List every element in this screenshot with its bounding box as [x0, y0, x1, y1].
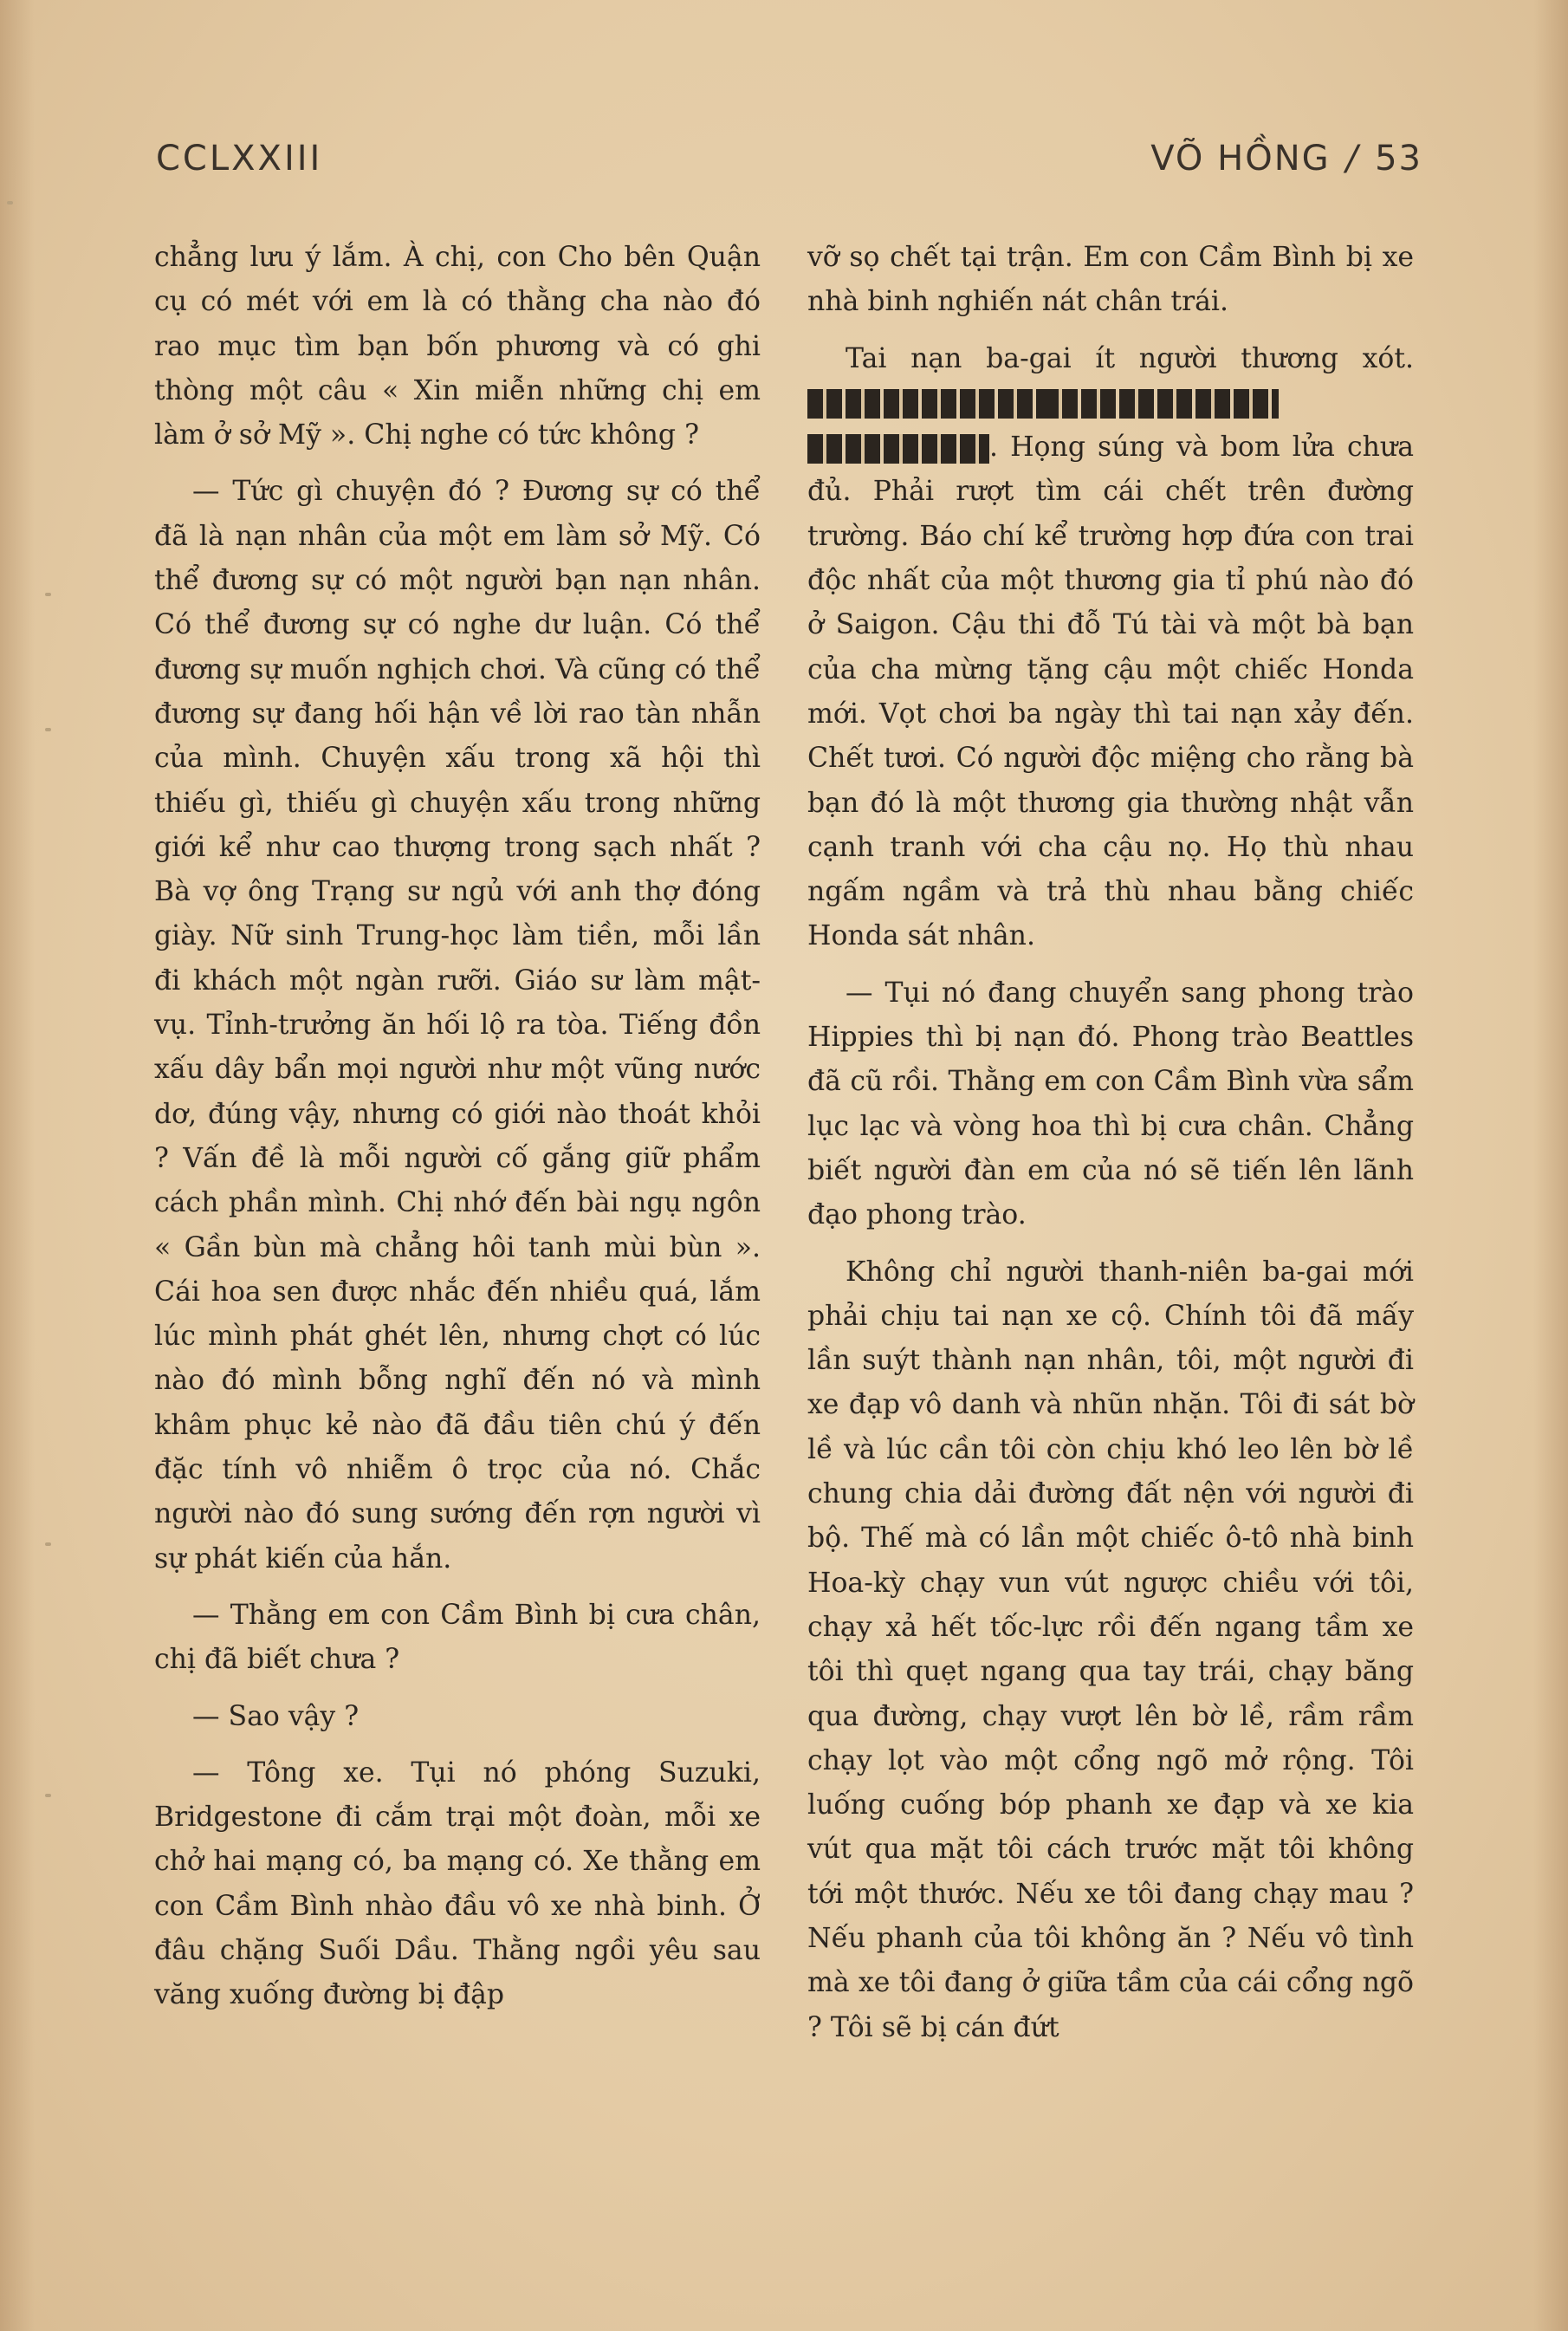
- paragraph: — Thằng em con Cầm Bình bị cưa chân, chị đã biết chưa ?: [154, 1599, 761, 1676]
- text-run: . Họng súng và bom lửa chưa đủ. Phải rượt tìm cái chết trên đường trường. Báo chí kể trường hợp đứa con trai độc nhất của một thương gia tỉ phú nào đó ở Saigon. Cậu thi đỗ Tú tài và một bà bạn của cha mừng tặng cậu một chiếc Honda mới. Vọt chơi ba ngày thì tai nạn xảy đến. Chết tươi. Có người độc miệng cho rằng bà bạn đó là một thương gia thường nhật vẫn cạnh tranh với cha cậu nọ. Họ thù nhau ngấm ngầm và trả thù nhau bằng chiếc Honda sát nhân.: [807, 432, 1414, 952]
- header-separator: /: [1345, 139, 1360, 179]
- paragraph: — Sao vậy ?: [192, 1700, 360, 1732]
- text-run: Tai nạn ba-gai ít người thương xót.: [846, 342, 1414, 374]
- binding-mark: [45, 1542, 51, 1546]
- censored-block: [807, 434, 989, 464]
- censored-block: [1043, 389, 1279, 419]
- paragraph: chẳng lưu ý lắm. À chị, con Cho bên Quận cụ có mét với em là có thằng cha nào đó rao mục tìm bạn bốn phương và có ghi thòng một câu « Xin miễn những chị em làm ở sở Mỹ ». Chị nghe có tức không ?: [154, 242, 761, 451]
- censored-block: [807, 389, 1043, 419]
- binding-mark: [45, 593, 51, 596]
- paragraph: Không chỉ người thanh-niên ba-gai mới phải chịu tai nạn xe cộ. Chính tôi đã mấy lần suýt thành nạn nhân, tôi, một người đi xe đạp vô danh và nhũn nhặn. Tôi đi sát bờ lề và lúc cần tôi còn chịu khó leo lên bờ lề chung chia dải đường đất nện với người đi bộ. Thế mà có lần một chiếc ô-tô nhà binh Hoa-kỳ chạy vun vút ngược chiều với tôi, chạy xả hết tốc-lực rồi đến ngang tầm xe tôi thì quẹt ngang qua tay trái, chạy băng qua đường, chạy vượt lên bờ lề, rầm rầm chạy lọt vào một cổng ngõ mở rộng. Tôi luống cuống bóp phanh xe đạp và xe kia vút qua mặt tôi cách trước mặt tôi không tới một thước. Nếu xe tôi đang chạy mau ? Nếu phanh của tôi không ăn ? Nếu vô tình mà xe tôi đang ở giữa tầm của cái cổng ngõ ? Tôi sẽ bị cán đứt: [807, 1256, 1414, 2043]
- running-header-left: CCLXXIII: [156, 139, 323, 179]
- author-name: VÕ HỒNG: [1150, 139, 1331, 179]
- running-header-right: [1150, 139, 1422, 179]
- left-page-edge: [0, 0, 35, 2331]
- binding-mark: [45, 1794, 51, 1797]
- paragraph: — Tức gì chuyện đó ? Đương sự có thể đã là nạn nhân của một em làm sở Mỹ. Có thể đương sự có một người bạn nạn nhân. Có thể đương sự có nghe dư luận. Có thể đương sự muốn nghịch chơi. Và cũng có thể đương sự đang hối hận về lời rao tàn nhẫn của mình. Chuyện xấu trong xã hội thì thiếu gì, thiếu gì chuyện xấu trong những giới kể như cao thượng trong sạch nhất ? Bà vợ ông Trạng sư ngủ với anh thợ đóng giày. Nữ sinh Trung-học làm tiền, mỗi lần đi khách một ngàn rưỡi. Giáo sư làm mật-vụ. Tỉnh-trưởng ăn hối lộ ra tòa. Tiếng đồn xấu dây bẩn mọi người như một vũng nước dơ, đúng vậy, nhưng có giới nào thoát khỏi ? Vấn đề là mỗi người cố gắng giữ phẩm cách phần mình. Chị nhớ đến bài ngụ ngôn « Gần bùn mà chẳng hôi tanh mùi bùn ». Cái hoa sen được nhắc đến nhiều quá, lắm lúc mình phát ghét lên, nhưng chợt có lúc nào đó mình bỗng nghĩ đến nó và mình khâm phục kẻ nào đã đầu tiên chú ý đến đặc tính vô nhiễm ô trọc của nó. Chắc người nào đó sung sướng đến rợn người vì sự phát kiến của hắn.: [154, 476, 761, 1575]
- paragraph: — Tông xe. Tụi nó phóng Suzuki, Bridgestone đi cắm trại một đoàn, mỗi xe chở hai mạng có, ba mạng có. Xe thằng em con Cầm Bình nhào đầu vô xe nhà binh. Ở đâu chặng Suối Dầu. Thằng ngồi yêu sau văng xuống đường bị đập: [154, 1756, 761, 2011]
- right-text-column: [807, 236, 1414, 2062]
- page-number: 53: [1375, 139, 1422, 179]
- paragraph-with-censored-text: [807, 337, 1414, 959]
- right-page-edge: [1533, 0, 1568, 2331]
- paragraph: — Tụi nó đang chuyển sang phong trào Hippies thì bị nạn đó. Phong trào Beattles đã cũ rồi. Thằng em con Cầm Bình vừa sẩm lục lạc và vòng hoa thì bị cưa chân. Chẳng biết người đàn em của nó sẽ tiến lên lãnh đạo phong trào.: [807, 977, 1414, 1231]
- left-text-column: [154, 236, 761, 2030]
- binding-mark: [7, 201, 13, 205]
- binding-mark: [45, 728, 51, 731]
- paragraph: vỡ sọ chết tại trận. Em con Cầm Bình bị xe nhà binh nghiến nát chân trái.: [807, 242, 1414, 318]
